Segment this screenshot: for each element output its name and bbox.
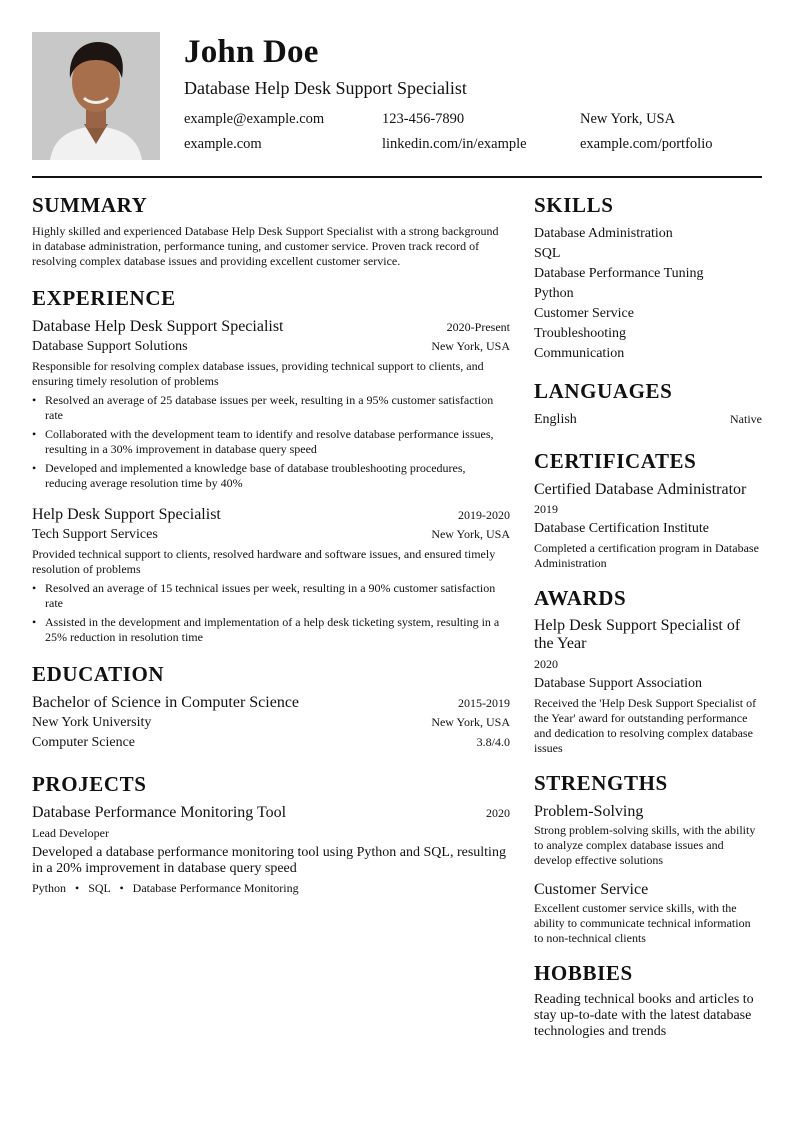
experience-section [32, 285, 510, 645]
job-title: Help Desk Support Specialist [32, 506, 221, 523]
resume-page [32, 32, 762, 1039]
degree-name: Bachelor of Science in Computer Science [32, 694, 300, 711]
section-heading: STRENGTHS [534, 771, 668, 795]
language-name: English [534, 412, 577, 427]
field-of-study: Computer Science [32, 735, 136, 750]
certificate-year: 2019 [534, 502, 558, 516]
profile-photo [32, 32, 160, 160]
header-info [184, 32, 762, 160]
section-heading: CERTIFICATES [534, 449, 697, 473]
contact-location: New York, USA [580, 111, 676, 127]
award-issuer: Database Support Association [534, 676, 702, 691]
skill-item: Customer Service [534, 306, 634, 321]
section-heading: SUMMARY [32, 193, 148, 217]
project-tag: Python [32, 881, 67, 895]
summary-section [32, 192, 510, 269]
resume-header [32, 32, 762, 160]
project-tag: Database Performance Monitoring [132, 881, 299, 895]
header-divider [32, 176, 762, 178]
company-name: Database Support Solutions [32, 339, 188, 354]
certificate-description: Completed a certification program in Database Administration [534, 541, 759, 570]
hobbies-section [534, 960, 762, 1040]
job-description: Responsible for resolving complex database issues, providing technical support to clients, and ensuring timely resolution of problems [32, 359, 484, 388]
summary-text: Highly skilled and experienced Database Help Desk Support Specialist with a strong background in database administration, performance tuning, and customer service. Proven track record of resolving complex database issues and providing excellent customer service. [32, 224, 499, 268]
section-heading: EXPERIENCE [32, 286, 176, 310]
section-heading: AWARDS [534, 586, 627, 610]
left-column [32, 192, 510, 896]
project-tags [32, 881, 510, 896]
contact-website[interactable]: example.com [184, 136, 262, 152]
achievement-item: • Developed and implemented a knowledge base of database troubleshooting procedures, reducing average resolution time by 40% [32, 461, 510, 491]
section-heading: EDUCATION [32, 662, 165, 686]
candidate-name: John Doe [184, 34, 319, 70]
project-name: Database Performance Monitoring Tool [32, 804, 287, 821]
strengths-section [534, 770, 762, 946]
skill-item: Database Administration [534, 226, 673, 241]
job-entry [32, 505, 510, 645]
contact-linkedin[interactable]: linkedin.com/in/example [382, 136, 527, 152]
project-tag: SQL [88, 881, 111, 895]
project-description: Developed a database performance monitoring tool using Python and SQL, resulting in a 20% improvement in database query speed [32, 845, 506, 876]
strength-description: Strong problem-solving skills, with the ability to analyze complex database issues and develop effective solutions [534, 823, 756, 867]
section-heading: SKILLS [534, 193, 614, 217]
strength-title: Customer Service [534, 881, 649, 898]
education-section [32, 661, 510, 753]
job-location: New York, USA [431, 339, 510, 353]
skills-section [534, 192, 762, 364]
skill-item: Python [534, 286, 574, 301]
award-description: Received the 'Help Desk Support Specialist of the Year' award for outstanding performance and dedication to resolving complex database issues [534, 696, 757, 755]
job-achievements [32, 581, 510, 645]
project-role: Lead Developer [32, 826, 109, 840]
contact-portfolio[interactable]: example.com/portfolio [580, 136, 713, 152]
language-level: Native [730, 412, 762, 426]
job-dates: 2020-Present [446, 320, 510, 334]
tag-separator: • [119, 881, 124, 895]
strength-title: Problem-Solving [534, 803, 644, 820]
job-description: Provided technical support to clients, resolved hardware and software issues, and ensured timely resolution of problems [32, 547, 496, 576]
achievement-item: • Resolved an average of 15 technical issues per week, resulting in a 90% customer satisfaction rate [32, 581, 510, 611]
job-title: Database Help Desk Support Specialist [32, 318, 284, 335]
project-year: 2020 [486, 806, 510, 820]
section-heading: PROJECTS [32, 772, 147, 796]
achievement-item: • Assisted in the development and implementation of a help desk ticketing system, resulting in a 25% reduction in resolution time [32, 615, 510, 645]
award-title: Help Desk Support Specialist of the Year [534, 617, 741, 652]
gpa: 3.8/4.0 [476, 735, 510, 749]
strength-description: Excellent customer service skills, with the ability to communicate technical information to non-technical clients [534, 901, 751, 945]
achievement-item: • Resolved an average of 25 database issues per week, resulting in a 95% customer satisfaction rate [32, 393, 510, 423]
hobbies-text: Reading technical books and articles to stay up-to-date with the latest database technologies and trends [534, 992, 754, 1039]
section-heading: HOBBIES [534, 961, 633, 985]
tag-separator: • [75, 881, 80, 895]
contact-grid [184, 109, 762, 155]
skill-item: SQL [534, 246, 561, 261]
skill-item: Troubleshooting [534, 326, 627, 341]
skill-item: Communication [534, 346, 625, 361]
right-column [534, 192, 762, 1040]
school-location: New York, USA [431, 715, 510, 729]
languages-section [534, 378, 762, 430]
achievement-item: • Collaborated with the development team to identify and resolve database performance issues, resulting in a 30% improvement in database query speed [32, 427, 510, 457]
school-name: New York University [32, 715, 152, 730]
certificate-issuer: Database Certification Institute [534, 521, 709, 536]
projects-section [32, 771, 510, 896]
section-heading: LANGUAGES [534, 379, 673, 403]
contact-email[interactable]: example@example.com [184, 111, 325, 127]
job-dates: 2019-2020 [458, 508, 510, 522]
candidate-title: Database Help Desk Support Specialist [184, 78, 467, 98]
education-dates: 2015-2019 [458, 696, 510, 710]
certificate-title: Certified Database Administrator [534, 481, 747, 498]
job-location: New York, USA [431, 527, 510, 541]
awards-section [534, 585, 762, 756]
skill-item: Database Performance Tuning [534, 266, 704, 281]
job-entry [32, 317, 510, 491]
award-year: 2020 [534, 657, 558, 671]
certificates-section [534, 448, 762, 571]
job-achievements [32, 393, 510, 491]
company-name: Tech Support Services [32, 527, 158, 542]
contact-phone[interactable]: 123-456-7890 [382, 111, 465, 127]
